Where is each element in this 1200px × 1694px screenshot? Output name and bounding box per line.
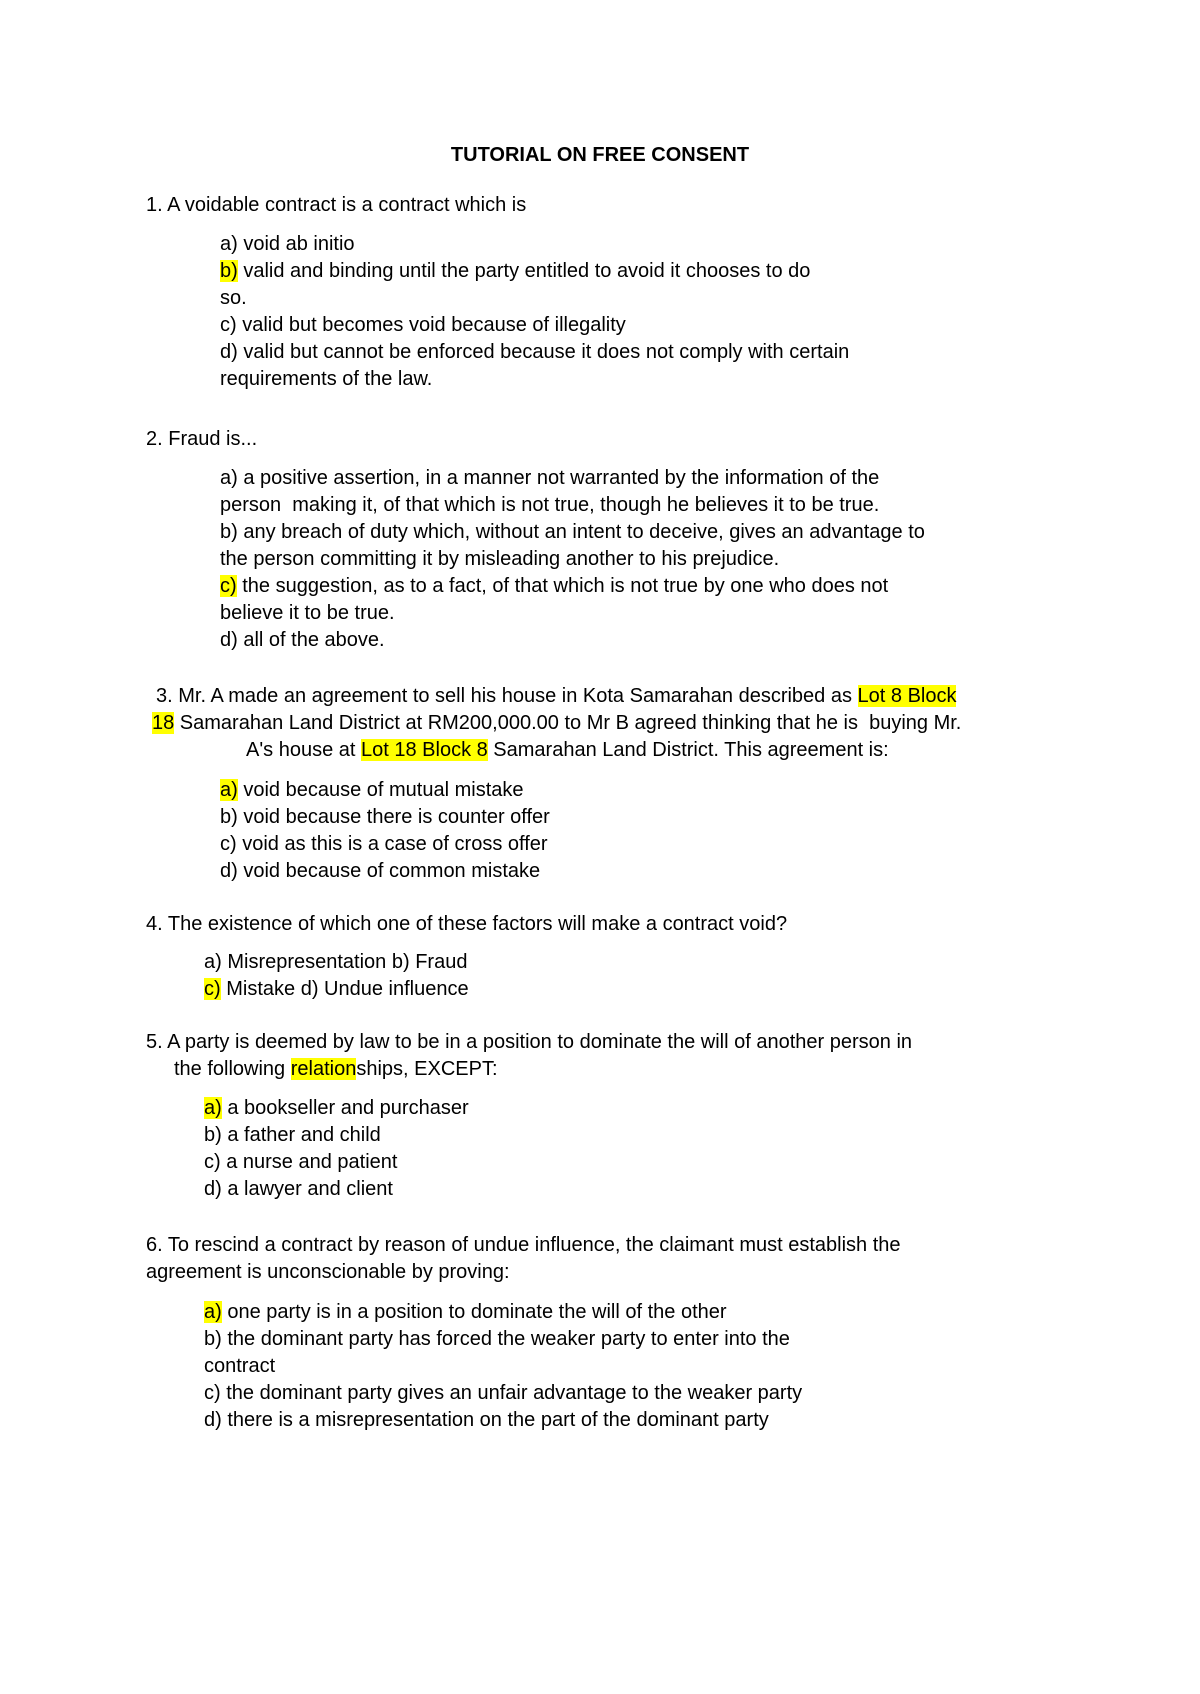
q1-option-d-cont: requirements of the law. (220, 368, 433, 390)
q5-answer-highlight: a) (204, 1097, 222, 1119)
q3-stem-line1 (156, 684, 956, 708)
q4-answer-highlight: c) (204, 978, 221, 1000)
q2-answer-highlight: c) (220, 575, 237, 597)
q3-block-highlight: 18 (152, 712, 175, 734)
q2-option-b: b) any breach of duty which, without an intent to deceive, gives an advantage to (220, 521, 925, 543)
q2-option-a-cont: person making it, of that which is not true, though he believes it to be true. (220, 494, 880, 516)
q1-option-c: c) valid but becomes void because of illegality (220, 314, 626, 336)
q3-answer-highlight: a) (220, 779, 238, 801)
q5-option-d: d) a lawyer and client (204, 1178, 393, 1200)
q4-options-line2 (204, 977, 469, 1001)
q1-option-d: d) valid but cannot be enforced because it does not comply with certain (220, 341, 850, 363)
q2-option-c-cont: believe it to be true. (220, 602, 395, 624)
q1-stem: 1. A voidable contract is a contract which is (146, 194, 527, 216)
q1-option-b-cont: so. (220, 287, 247, 309)
q3-stem-text-3: A's house at (246, 739, 361, 761)
q3-option-a (220, 778, 524, 802)
q3-stem-text-2: Samarahan Land District at RM200,000.00 to Mr B agreed thinking that he is buying Mr. (174, 712, 962, 734)
q5-option-a (204, 1096, 469, 1120)
q3-stem-text-4: Samarahan Land District. This agreement is: (487, 739, 889, 761)
q2-option-c (220, 574, 888, 598)
q3-option-b: b) void because there is counter offer (220, 806, 550, 828)
q5-option-a-text: a bookseller and purchaser (221, 1097, 469, 1119)
q5-stem-text: the following (174, 1058, 291, 1080)
q3-option-a-text: void because of mutual mistake (237, 779, 524, 801)
q5-option-c: c) a nurse and patient (204, 1151, 398, 1173)
q1-answer-highlight: b) (220, 260, 238, 282)
q6-option-c: c) the dominant party gives an unfair advantage to the weaker party (204, 1382, 803, 1404)
q4-options-text: Mistake d) Undue influence (220, 978, 469, 1000)
q5-option-b: b) a father and child (204, 1124, 381, 1146)
q6-stem-line1: 6. To rescind a contract by reason of undue influence, the claimant must establish the (146, 1234, 901, 1256)
q4-options-line1: a) Misrepresentation b) Fraud (204, 951, 468, 973)
q6-option-b: b) the dominant party has forced the weaker party to enter into the (204, 1328, 790, 1350)
q2-option-b-cont: the person committing it by misleading another to his prejudice. (220, 548, 780, 570)
q5-stem-line1: 5. A party is deemed by law to be in a position to dominate the will of another person in (146, 1031, 913, 1053)
q5-relation-highlight: relation (290, 1058, 357, 1080)
q6-option-a-text: one party is in a position to dominate the will of the other (221, 1301, 727, 1323)
q3-stem-line3 (246, 738, 889, 762)
q1-option-b-text: valid and binding until the party entitled to avoid it chooses to do (237, 260, 811, 282)
q2-option-d: d) all of the above. (220, 629, 385, 651)
q1-option-b (220, 259, 810, 283)
q6-answer-highlight: a) (204, 1301, 222, 1323)
q3-lot-highlight: Lot 8 Block (857, 685, 957, 707)
q1-option-a: a) void ab initio (220, 233, 355, 255)
q6-stem-line2: agreement is unconscionable by proving: (146, 1261, 510, 1283)
q3-stem-line2 (152, 711, 961, 735)
q3-stem-text: 3. Mr. A made an agreement to sell his house in Kota Samarahan described as (156, 685, 858, 707)
q3-lot18-highlight: Lot 18 Block 8 (361, 739, 488, 761)
document-title: TUTORIAL ON FREE CONSENT (450, 144, 750, 166)
q6-option-a (204, 1300, 727, 1324)
q2-option-c-text: the suggestion, as to a fact, of that which is not true by one who does not (236, 575, 889, 597)
q6-option-d: d) there is a misrepresentation on the part of the dominant party (204, 1409, 769, 1431)
q6-option-b-cont: contract (204, 1355, 276, 1377)
q3-option-d: d) void because of common mistake (220, 860, 541, 882)
q2-stem: 2. Fraud is... (146, 428, 258, 450)
q5-stem-text-2: ships, EXCEPT: (356, 1058, 498, 1080)
q5-stem-line2 (174, 1057, 498, 1081)
q4-stem: 4. The existence of which one of these factors will make a contract void? (146, 913, 788, 935)
q2-option-a: a) a positive assertion, in a manner not warranted by the information of the (220, 467, 880, 489)
q3-option-c: c) void as this is a case of cross offer (220, 833, 548, 855)
